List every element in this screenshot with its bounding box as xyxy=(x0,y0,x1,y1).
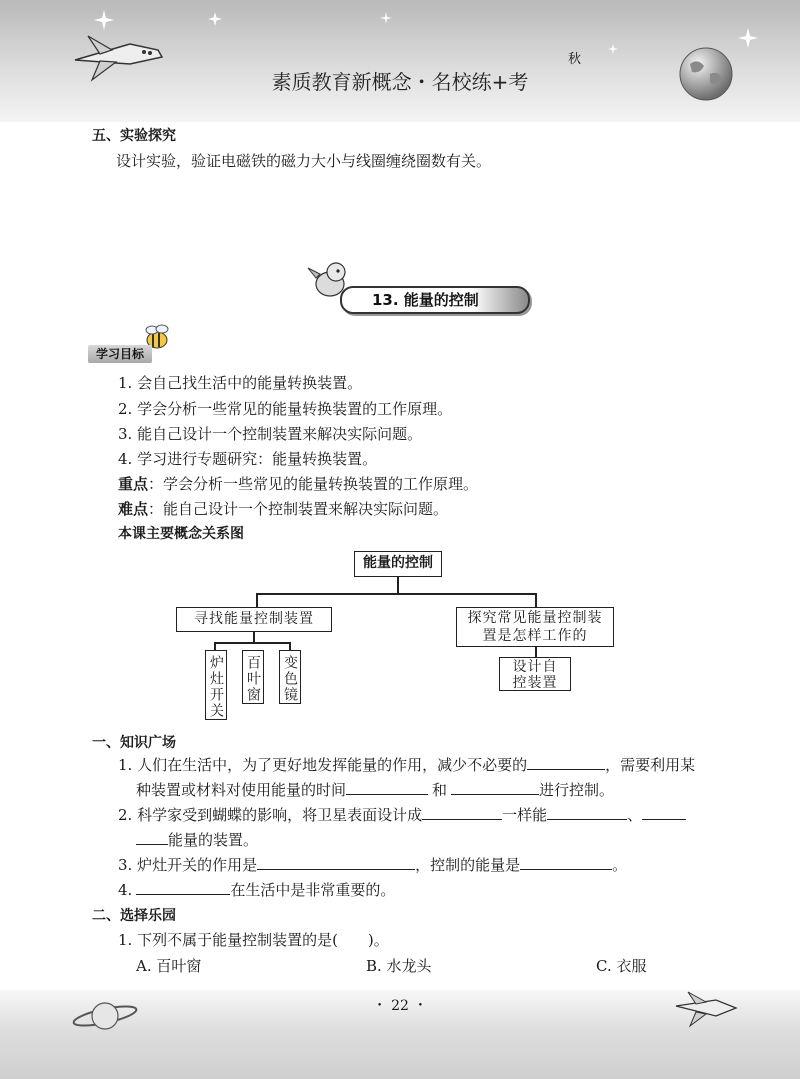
connector-line xyxy=(214,642,290,644)
question-1-line-1 xyxy=(118,754,695,775)
experiment-prompt: 设计实验，验证电磁铁的磁力大小与线圈缠绕圈数有关。 xyxy=(116,152,492,170)
question-2-line-2 xyxy=(136,829,258,850)
key-point xyxy=(118,473,478,494)
connector-line xyxy=(256,593,258,607)
question-text: 能量的装置。 xyxy=(168,831,259,849)
connector-line xyxy=(289,642,291,650)
question-text: 进行控制。 xyxy=(539,781,615,799)
answer-blank[interactable] xyxy=(346,780,428,795)
connector-line xyxy=(256,593,536,595)
star-icon xyxy=(94,10,114,30)
diagram-node-find-devices: 寻找能量控制装置 xyxy=(176,607,332,632)
answer-blank[interactable] xyxy=(642,805,686,820)
key-point-label: 重点 xyxy=(118,475,149,493)
goal-item: 3. 能自己设计一个控制装置来解决实际问题。 xyxy=(118,425,423,443)
star-icon xyxy=(208,12,222,26)
difficult-point-text: ：能自己设计一个控制装置来解决实际问题。 xyxy=(148,500,449,518)
question-text: ，需要利用某 xyxy=(605,756,696,774)
section-heading-knowledge: 一、知识广场 xyxy=(92,735,176,751)
goal-item: 4. 学习进行专题研究：能量转换装置。 xyxy=(118,450,378,468)
question-text: 4. xyxy=(118,881,133,899)
key-point-text: ：学会分析一些常见的能量转换装置的工作原理。 xyxy=(148,475,479,493)
lesson-title-banner: 13. 能量的控制 xyxy=(340,286,530,314)
answer-blank[interactable] xyxy=(451,780,539,795)
concept-map-title: 本课主要概念关系图 xyxy=(118,526,244,542)
question-text: ，控制的能量是 xyxy=(415,856,521,874)
choice-option-b[interactable]: B. 水龙头 xyxy=(366,957,432,975)
question-text: 在生活中是非常重要的。 xyxy=(230,881,396,899)
star-icon xyxy=(380,12,392,24)
section-heading-choice: 二、选择乐园 xyxy=(92,908,176,924)
connector-line xyxy=(535,593,537,607)
question-text: 3. 炉灶开关的作用是 xyxy=(118,856,258,874)
question-text: 种装置或材料对使用能量的时间 xyxy=(136,781,347,799)
answer-blank[interactable] xyxy=(136,880,230,895)
header-title: 素质教育新概念・名校练+考 xyxy=(271,70,529,94)
diagram-leaf-stove-switch: 炉灶开关 xyxy=(205,650,227,720)
goal-item: 1. 会自己找生活中的能量转换装置。 xyxy=(118,374,363,392)
answer-blank[interactable] xyxy=(527,755,605,770)
goal-item: 2. 学会分析一些常见的能量转换装置的工作原理。 xyxy=(118,400,453,418)
learning-goals-tab: 学习目标 xyxy=(88,345,152,363)
question-text: 1. 人们在生活中，为了更好地发挥能量的作用，减少不必要的 xyxy=(118,756,528,774)
question-1-line-2 xyxy=(136,779,614,800)
connector-line xyxy=(535,647,537,657)
answer-blank[interactable] xyxy=(136,830,168,845)
answer-blank[interactable] xyxy=(520,855,612,870)
choice-option-a[interactable]: A. 百叶窗 xyxy=(136,957,202,975)
question-4 xyxy=(118,879,395,900)
connector-line xyxy=(214,642,216,650)
choice-option-c[interactable]: C. 衣服 xyxy=(596,957,647,975)
answer-blank[interactable] xyxy=(547,805,627,820)
star-icon xyxy=(738,28,758,48)
page-number: ・ 22 ・ xyxy=(372,998,428,1014)
diagram-leaf-blinds: 百叶窗 xyxy=(242,650,264,704)
question-text: 和 xyxy=(432,781,448,799)
question-text: 一样能 xyxy=(502,806,548,824)
question-2-line-1 xyxy=(118,804,686,825)
difficult-point xyxy=(118,498,448,519)
star-icon xyxy=(608,44,618,54)
question-3 xyxy=(118,854,627,875)
answer-blank[interactable] xyxy=(257,855,415,870)
question-text: 2. 科学家受到蝴蝶的影响，将卫星表面设计成 xyxy=(118,806,423,824)
answer-blank[interactable] xyxy=(422,805,502,820)
diagram-root-node: 能量的控制 xyxy=(354,551,442,577)
diagram-node-explore-devices: 探究常见能量控制装置是怎样工作的 xyxy=(456,607,614,647)
choice-question-1: 1. 下列不属于能量控制装置的是( )。 xyxy=(118,931,389,949)
connector-line xyxy=(397,577,399,594)
difficult-point-label: 难点 xyxy=(118,500,149,518)
diagram-node-design-control: 设计自控装置 xyxy=(499,657,571,691)
season-label: 秋 xyxy=(568,52,582,67)
section-heading-experiment: 五、实验探究 xyxy=(92,128,176,144)
diagram-leaf-photochromic-glasses: 变色镜 xyxy=(279,650,301,704)
question-text: 。 xyxy=(612,856,628,874)
question-text: 、 xyxy=(627,806,643,824)
